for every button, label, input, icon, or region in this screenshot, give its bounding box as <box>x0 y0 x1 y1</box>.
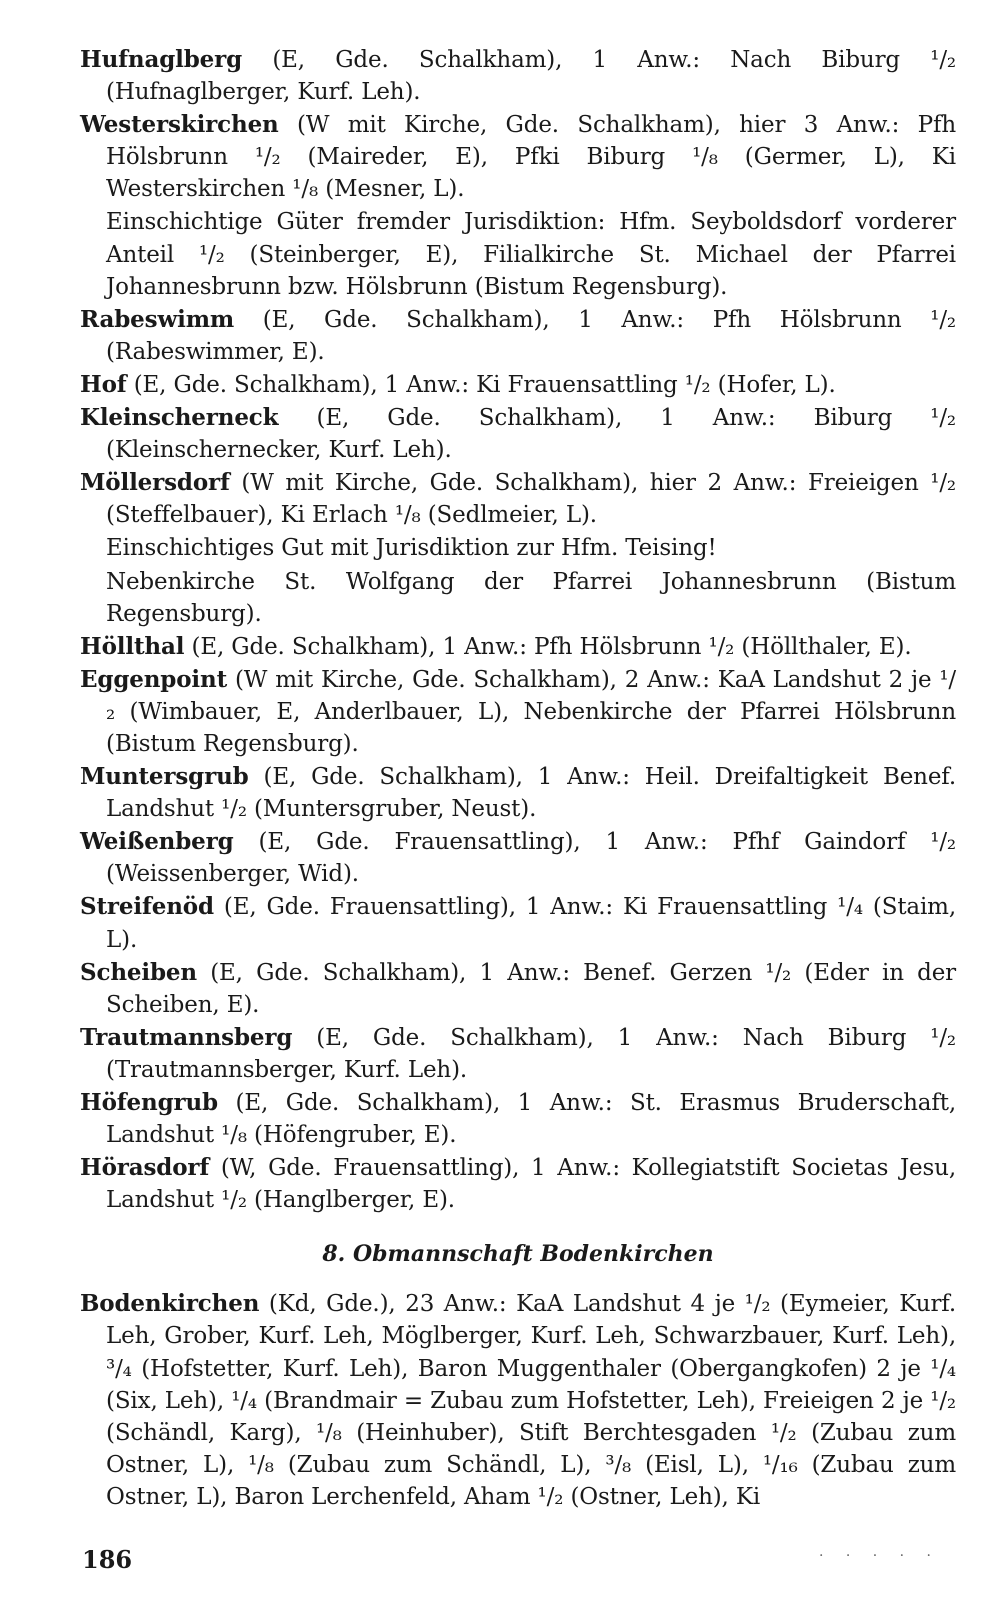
place-name: Weißenberg <box>80 828 234 856</box>
place-name: Rabeswimm <box>80 305 235 333</box>
place-name: Hufnaglberg <box>80 46 243 73</box>
page-number: 186 <box>82 1545 133 1574</box>
entry-hufnaglberg <box>80 44 956 108</box>
entry-text: (E, Gde. Schalkham), 1 Anw.: St. Erasmus Bruderschaft, Landshut ¹/₈ (Höfengruber, E). <box>106 1090 956 1149</box>
entry-note: Einschichtige Güter fremder Jurisdiktion: Hfm. Seyboldsdorf vorderer Anteil ¹/₂ (Steinberger, E), Filialkirche St. Michael der Pfarrei Johannesbrunn bzw. Hölsbrunn (Bistum Regensburg). <box>106 209 956 300</box>
place-name: Eggenpoint <box>80 665 228 693</box>
entry-text: (E, Gde. Schalkham), 1 Anw.: Pfh Hölsbrunn ¹/₂ (Höllthaler, E). <box>184 633 912 660</box>
entry-text: (E, Gde. Schalkham), 1 Anw.: Pfh Hölsbrunn ¹/₂ (Rabeswimmer, E). <box>106 306 956 365</box>
entry-hof <box>80 369 956 401</box>
entry-text: (W mit Kirche, Gde. Schalkham), hier 2 Anw.: Freieigen ¹/₂ (Steffelbauer), Ki Erlach ¹/₈ (Sedlmeier, L). <box>106 470 956 529</box>
entry-scheiben <box>80 957 956 1021</box>
entry-bodenkirchen <box>80 1288 956 1513</box>
entry-hoellthal <box>80 631 956 663</box>
place-name: Trautmannsberg <box>80 1023 293 1051</box>
entry-note: Nebenkirche St. Wolfgang der Pfarrei Johannesbrunn (Bistum Regensburg). <box>106 568 956 627</box>
entry-text: (E, Gde. Schalkham), 1 Anw.: Nach Biburg ¹/₂ (Trautmannsberger, Kurf. Leh). <box>106 1024 956 1083</box>
entry-eggenpoint <box>80 664 956 760</box>
place-name: Höfengrub <box>80 1089 218 1116</box>
place-name: Hörasdorf <box>80 1154 210 1182</box>
place-name: Muntersgrub <box>80 763 249 791</box>
entry-text: (E, Gde. Schalkham), 1 Anw.: Nach Biburg ¹/₂ (Hufnaglberger, Kurf. Leh). <box>106 47 956 106</box>
entry-trautmannsberg <box>80 1022 956 1086</box>
entry-note: Einschichtiges Gut mit Jurisdiktion zur Hfm. Teising! <box>106 535 717 562</box>
scan-specks: · · · · · <box>818 1548 940 1564</box>
entry-weissenberg <box>80 826 956 890</box>
entry-text: (E, Gde. Frauensattling), 1 Anw.: Ki Frauensattling ¹/₄ (Staim, L). <box>106 894 956 953</box>
place-name: Westerskirchen <box>80 111 279 139</box>
section-heading: 8. Obmannschaft Bodenkirchen <box>322 1241 714 1268</box>
place-name: Kleinscherneck <box>80 404 279 432</box>
entry-hoerasdorf <box>80 1152 956 1216</box>
place-name: Hof <box>80 370 127 398</box>
place-name: Möllersdorf <box>80 469 230 497</box>
entry-muntersgrub <box>80 761 956 825</box>
entry-text: (E, Gde. Schalkham), 1 Anw.: Ki Frauensattling ¹/₂ (Hofer, L). <box>126 371 836 398</box>
entry-text: (E, Gde. Schalkham), 1 Anw.: Biburg ¹/₂ (Kleinschernecker, Kurf. Leh). <box>106 405 956 464</box>
entry-text: (E, Gde. Frauensattling), 1 Anw.: Pfhf Gaindorf ¹/₂ (Weissenberger, Wid). <box>106 829 956 888</box>
place-name: Bodenkirchen <box>80 1290 260 1318</box>
entry-text: (W mit Kirche, Gde. Schalkham), hier 3 Anw.: Pfh Hölsbrunn ¹/₂ (Maireder, E), Pfki Biburg ¹/₈ (Germer, L), Ki Westerskirchen ¹/₈ (Mesner, L). <box>106 112 956 203</box>
entry-rabeswimm <box>80 304 956 368</box>
entry-hoefengrub <box>80 1087 956 1151</box>
place-name: Streifenöd <box>80 893 214 921</box>
place-name: Höllthal <box>80 632 185 660</box>
entry-text: (Kd, Gde.), 23 Anw.: KaA Landshut 4 je ¹/₂ (Eymeier, Kurf. Leh, Grober, Kurf. Leh, Möglberger, Kurf. Leh, Schwarzbauer, Kurf. Leh), ³/₄ (Hofstetter, Kurf. Leh), Baron Muggenthaler (Obergangkofen) 2 je ¹/₄ (Six, Leh), ¹/₄ (Brandmair = Zubau zum Hofstetter, Leh), Freieigen 2 je ¹/₂ (Schändl, Karg), ¹/₈ (Heinhuber), Stift Berchtesgaden ¹/₂ (Zubau zum Ostner, L), ¹/₈ (Zubau zum Schändl, L), ³/₈ (Eisl, L), ¹/₁₆ (Zubau zum Ostner, L), Baron Lerchenfeld, Aham ¹/₂ (Ostner, Leh), Ki <box>106 1291 956 1510</box>
entry-moellersdorf <box>80 467 956 531</box>
entry-westerskirchen <box>80 109 956 205</box>
entry-kleinscherneck <box>80 402 956 466</box>
entry-streifenoed <box>80 891 956 955</box>
entry-text: (W, Gde. Frauensattling), 1 Anw.: Kollegiatstift Societas Jesu, Landshut ¹/₂ (Hanglberger, E). <box>106 1155 956 1214</box>
entry-text: (E, Gde. Schalkham), 1 Anw.: Benef. Gerzen ¹/₂ (Eder in der Scheiben, E). <box>106 959 956 1018</box>
document-page <box>80 44 956 1514</box>
entry-text: (W mit Kirche, Gde. Schalkham), 2 Anw.: KaA Landshut 2 je ¹/₂ (Wimbauer, E, Anderlbauer, L), Nebenkirche der Pfarrei Hölsbrunn (Bistum Regensburg). <box>106 666 956 757</box>
place-name: Scheiben <box>80 958 197 986</box>
entry-text: (E, Gde. Schalkham), 1 Anw.: Heil. Dreifaltigkeit Benef. Landshut ¹/₂ (Muntersgruber, Neust). <box>106 764 956 823</box>
